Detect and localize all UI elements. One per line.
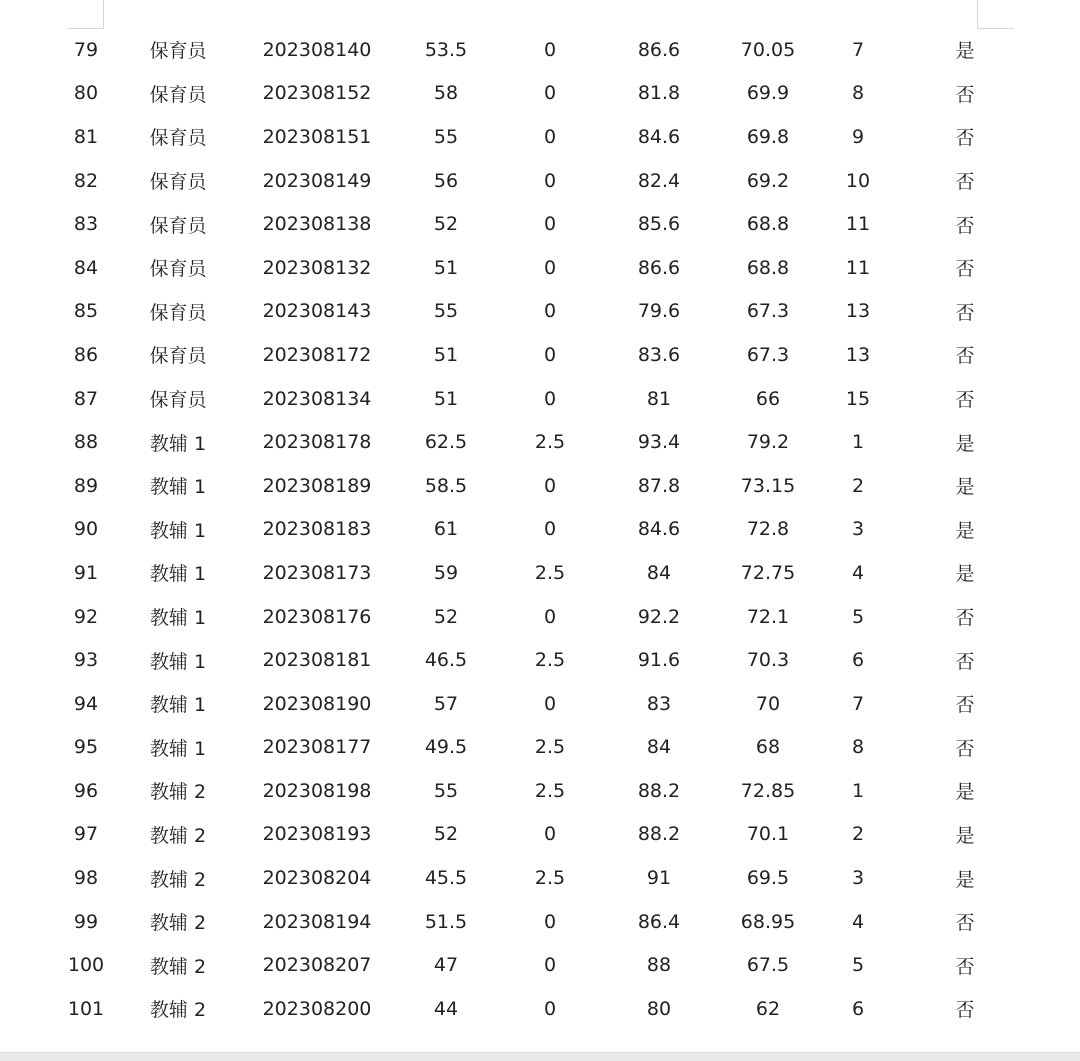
bonus-score-cell: 0 <box>543 954 557 977</box>
position-cell: 教辅 1 <box>149 694 207 717</box>
written-score-cell: 51.5 <box>424 910 468 933</box>
candidate-id-cell: 202308178 <box>262 431 372 454</box>
rank-cell: 5 <box>851 605 865 628</box>
table-row <box>40 987 1050 1031</box>
interview-score-cell: 84.6 <box>637 518 681 541</box>
candidate-id-cell: 202308198 <box>262 779 372 802</box>
selected-cell: 是 <box>955 476 975 499</box>
selected-cell: 否 <box>955 389 975 412</box>
table-row <box>40 333 1050 377</box>
candidate-id-cell: 202308152 <box>262 82 372 105</box>
table-row <box>40 464 1050 508</box>
interview-score-cell: 84 <box>646 561 672 584</box>
total-score-cell: 68.8 <box>746 256 790 279</box>
total-score-cell: 67.3 <box>746 343 790 366</box>
position-cell: 保育员 <box>149 83 207 106</box>
selected-cell: 否 <box>955 955 975 978</box>
position-cell: 保育员 <box>149 345 207 368</box>
total-score-cell: 72.75 <box>740 561 796 584</box>
interview-score-cell: 92.2 <box>637 605 681 628</box>
bonus-score-cell: 2.5 <box>534 561 566 584</box>
interview-score-cell: 80 <box>646 997 672 1020</box>
position-cell: 教辅 1 <box>149 607 207 630</box>
rank-cell: 1 <box>851 431 865 454</box>
written-score-cell: 56 <box>433 169 459 192</box>
bonus-score-cell: 0 <box>543 343 557 366</box>
written-score-cell: 58 <box>433 82 459 105</box>
selected-cell: 否 <box>955 214 975 237</box>
interview-score-cell: 86.4 <box>637 910 681 933</box>
rank-cell: 7 <box>851 38 865 61</box>
rank-cell: 3 <box>851 867 865 890</box>
bonus-score-cell: 0 <box>543 474 557 497</box>
row-number-cell: 98 <box>73 867 99 890</box>
position-cell: 保育员 <box>149 258 207 281</box>
rank-cell: 4 <box>851 561 865 584</box>
table-row <box>40 769 1050 813</box>
total-score-cell: 67.3 <box>746 300 790 323</box>
total-score-cell: 72.85 <box>740 779 796 802</box>
total-score-cell: 70.3 <box>746 649 790 672</box>
position-cell: 保育员 <box>149 40 207 63</box>
total-score-cell: 67.5 <box>746 954 790 977</box>
position-cell: 教辅 2 <box>149 781 207 804</box>
row-number-cell: 101 <box>67 997 105 1020</box>
rank-cell: 13 <box>845 343 871 366</box>
page-corner-mark-right <box>977 0 1014 29</box>
rank-cell: 6 <box>851 649 865 672</box>
rank-cell: 15 <box>845 387 871 410</box>
row-number-cell: 93 <box>73 649 99 672</box>
candidate-id-cell: 202308134 <box>262 387 372 410</box>
bonus-score-cell: 0 <box>543 387 557 410</box>
table-row <box>40 813 1050 857</box>
selected-cell: 否 <box>955 694 975 717</box>
rank-cell: 13 <box>845 300 871 323</box>
bonus-score-cell: 2.5 <box>534 431 566 454</box>
rank-cell: 4 <box>851 910 865 933</box>
total-score-cell: 68 <box>755 736 781 759</box>
position-cell: 保育员 <box>149 127 207 150</box>
position-cell: 教辅 1 <box>149 432 207 455</box>
interview-score-cell: 86.6 <box>637 256 681 279</box>
rank-cell: 11 <box>845 213 871 236</box>
interview-score-cell: 91 <box>646 867 672 890</box>
row-number-cell: 88 <box>73 431 99 454</box>
candidate-id-cell: 202308177 <box>262 736 372 759</box>
candidate-id-cell: 202308132 <box>262 256 372 279</box>
row-number-cell: 99 <box>73 910 99 933</box>
selected-cell: 否 <box>955 912 975 935</box>
interview-score-cell: 83 <box>646 692 672 715</box>
written-score-cell: 57 <box>433 692 459 715</box>
row-number-cell: 83 <box>73 213 99 236</box>
candidate-id-cell: 202308176 <box>262 605 372 628</box>
bonus-score-cell: 0 <box>543 82 557 105</box>
selected-cell: 否 <box>955 607 975 630</box>
selected-cell: 是 <box>955 432 975 455</box>
interview-score-cell: 79.6 <box>637 300 681 323</box>
interview-score-cell: 88.2 <box>637 823 681 846</box>
written-score-cell: 47 <box>433 954 459 977</box>
row-number-cell: 85 <box>73 300 99 323</box>
selected-cell: 否 <box>955 737 975 760</box>
interview-score-cell: 82.4 <box>637 169 681 192</box>
position-cell: 教辅 1 <box>149 563 207 586</box>
rank-cell: 2 <box>851 474 865 497</box>
selected-cell: 否 <box>955 83 975 106</box>
selected-cell: 否 <box>955 171 975 194</box>
bonus-score-cell: 2.5 <box>534 779 566 802</box>
written-score-cell: 51 <box>433 256 459 279</box>
candidate-id-cell: 202308143 <box>262 300 372 323</box>
position-cell: 教辅 1 <box>149 519 207 542</box>
written-score-cell: 51 <box>433 387 459 410</box>
position-cell: 保育员 <box>149 389 207 412</box>
total-score-cell: 66 <box>755 387 781 410</box>
table-row <box>40 377 1050 421</box>
row-number-cell: 100 <box>67 954 105 977</box>
selected-cell: 否 <box>955 127 975 150</box>
total-score-cell: 68.95 <box>740 910 796 933</box>
bonus-score-cell: 0 <box>543 910 557 933</box>
rank-cell: 7 <box>851 692 865 715</box>
candidate-id-cell: 202308172 <box>262 343 372 366</box>
interview-score-cell: 86.6 <box>637 38 681 61</box>
rank-cell: 1 <box>851 779 865 802</box>
bonus-score-cell: 0 <box>543 823 557 846</box>
selected-cell: 是 <box>955 781 975 804</box>
table-row <box>40 638 1050 682</box>
selected-cell: 否 <box>955 999 975 1022</box>
selected-cell: 是 <box>955 824 975 847</box>
table-row <box>40 202 1050 246</box>
total-score-cell: 79.2 <box>746 431 790 454</box>
bonus-score-cell: 0 <box>543 300 557 323</box>
position-cell: 教辅 2 <box>149 999 207 1022</box>
position-cell: 教辅 2 <box>149 912 207 935</box>
interview-score-cell: 81.8 <box>637 82 681 105</box>
rank-cell: 2 <box>851 823 865 846</box>
bonus-score-cell: 0 <box>543 605 557 628</box>
rank-cell: 8 <box>851 736 865 759</box>
written-score-cell: 58.5 <box>424 474 468 497</box>
written-score-cell: 45.5 <box>424 867 468 890</box>
total-score-cell: 68.8 <box>746 213 790 236</box>
candidate-id-cell: 202308190 <box>262 692 372 715</box>
row-number-cell: 97 <box>73 823 99 846</box>
row-number-cell: 84 <box>73 256 99 279</box>
written-score-cell: 62.5 <box>424 431 468 454</box>
candidate-id-cell: 202308194 <box>262 910 372 933</box>
candidate-id-cell: 202308193 <box>262 823 372 846</box>
bonus-score-cell: 2.5 <box>534 736 566 759</box>
table-row <box>40 726 1050 770</box>
bonus-score-cell: 2.5 <box>534 649 566 672</box>
total-score-cell: 62 <box>755 997 781 1020</box>
table-row <box>40 682 1050 726</box>
table-row <box>40 508 1050 552</box>
bonus-score-cell: 0 <box>543 997 557 1020</box>
written-score-cell: 59 <box>433 561 459 584</box>
position-cell: 保育员 <box>149 301 207 324</box>
candidate-id-cell: 202308183 <box>262 518 372 541</box>
selected-cell: 是 <box>955 563 975 586</box>
total-score-cell: 70 <box>755 692 781 715</box>
row-number-cell: 82 <box>73 169 99 192</box>
interview-score-cell: 88 <box>646 954 672 977</box>
page-corner-mark-left <box>67 0 104 29</box>
position-cell: 保育员 <box>149 214 207 237</box>
selected-cell: 是 <box>955 519 975 542</box>
written-score-cell: 55 <box>433 779 459 802</box>
bonus-score-cell: 0 <box>543 213 557 236</box>
rank-cell: 10 <box>845 169 871 192</box>
bonus-score-cell: 2.5 <box>534 867 566 890</box>
row-number-cell: 79 <box>73 38 99 61</box>
table-row <box>40 115 1050 159</box>
rank-cell: 8 <box>851 82 865 105</box>
total-score-cell: 69.8 <box>746 125 790 148</box>
written-score-cell: 51 <box>433 343 459 366</box>
bonus-score-cell: 0 <box>543 38 557 61</box>
position-cell: 教辅 2 <box>149 868 207 891</box>
table-row <box>40 290 1050 334</box>
row-number-cell: 92 <box>73 605 99 628</box>
selected-cell: 否 <box>955 650 975 673</box>
candidate-id-cell: 202308173 <box>262 561 372 584</box>
table-row <box>40 900 1050 944</box>
table-row <box>40 551 1050 595</box>
candidate-id-cell: 202308204 <box>262 867 372 890</box>
total-score-cell: 72.8 <box>746 518 790 541</box>
interview-score-cell: 84.6 <box>637 125 681 148</box>
selected-cell: 否 <box>955 345 975 368</box>
bonus-score-cell: 0 <box>543 518 557 541</box>
row-number-cell: 96 <box>73 779 99 802</box>
candidate-id-cell: 202308140 <box>262 38 372 61</box>
total-score-cell: 73.15 <box>740 474 796 497</box>
total-score-cell: 70.05 <box>740 38 796 61</box>
row-number-cell: 91 <box>73 561 99 584</box>
candidate-id-cell: 202308151 <box>262 125 372 148</box>
written-score-cell: 55 <box>433 125 459 148</box>
row-number-cell: 90 <box>73 518 99 541</box>
written-score-cell: 49.5 <box>424 736 468 759</box>
position-cell: 教辅 1 <box>149 737 207 760</box>
interview-score-cell: 84 <box>646 736 672 759</box>
selected-cell: 否 <box>955 301 975 324</box>
row-number-cell: 89 <box>73 474 99 497</box>
rank-cell: 3 <box>851 518 865 541</box>
row-number-cell: 94 <box>73 692 99 715</box>
results-table <box>40 28 1050 1031</box>
interview-score-cell: 88.2 <box>637 779 681 802</box>
position-cell: 教辅 2 <box>149 824 207 847</box>
position-cell: 保育员 <box>149 171 207 194</box>
interview-score-cell: 81 <box>646 387 672 410</box>
position-cell: 教辅 2 <box>149 955 207 978</box>
interview-score-cell: 87.8 <box>637 474 681 497</box>
bonus-score-cell: 0 <box>543 256 557 279</box>
candidate-id-cell: 202308189 <box>262 474 372 497</box>
bonus-score-cell: 0 <box>543 169 557 192</box>
written-score-cell: 44 <box>433 997 459 1020</box>
selected-cell: 是 <box>955 40 975 63</box>
rank-cell: 6 <box>851 997 865 1020</box>
written-score-cell: 52 <box>433 823 459 846</box>
candidate-id-cell: 202308138 <box>262 213 372 236</box>
row-number-cell: 86 <box>73 343 99 366</box>
table-row <box>40 72 1050 116</box>
candidate-id-cell: 202308200 <box>262 997 372 1020</box>
interview-score-cell: 85.6 <box>637 213 681 236</box>
bonus-score-cell: 0 <box>543 692 557 715</box>
position-cell: 教辅 1 <box>149 476 207 499</box>
interview-score-cell: 91.6 <box>637 649 681 672</box>
total-score-cell: 72.1 <box>746 605 790 628</box>
total-score-cell: 69.5 <box>746 867 790 890</box>
row-number-cell: 80 <box>73 82 99 105</box>
table-row <box>40 943 1050 987</box>
interview-score-cell: 83.6 <box>637 343 681 366</box>
bonus-score-cell: 0 <box>543 125 557 148</box>
row-number-cell: 81 <box>73 125 99 148</box>
written-score-cell: 52 <box>433 213 459 236</box>
candidate-id-cell: 202308149 <box>262 169 372 192</box>
rank-cell: 5 <box>851 954 865 977</box>
rank-cell: 9 <box>851 125 865 148</box>
total-score-cell: 69.9 <box>746 82 790 105</box>
written-score-cell: 52 <box>433 605 459 628</box>
written-score-cell: 46.5 <box>424 649 468 672</box>
total-score-cell: 69.2 <box>746 169 790 192</box>
results-table-body <box>40 28 1050 1031</box>
total-score-cell: 70.1 <box>746 823 790 846</box>
table-row <box>40 246 1050 290</box>
selected-cell: 是 <box>955 868 975 891</box>
position-cell: 教辅 1 <box>149 650 207 673</box>
written-score-cell: 53.5 <box>424 38 468 61</box>
table-row <box>40 420 1050 464</box>
table-row <box>40 595 1050 639</box>
candidate-id-cell: 202308181 <box>262 649 372 672</box>
row-number-cell: 95 <box>73 736 99 759</box>
written-score-cell: 61 <box>433 518 459 541</box>
table-row <box>40 856 1050 900</box>
rank-cell: 11 <box>845 256 871 279</box>
row-number-cell: 87 <box>73 387 99 410</box>
selected-cell: 否 <box>955 258 975 281</box>
interview-score-cell: 93.4 <box>637 431 681 454</box>
candidate-id-cell: 202308207 <box>262 954 372 977</box>
table-row <box>40 159 1050 203</box>
written-score-cell: 55 <box>433 300 459 323</box>
table-row <box>40 28 1050 72</box>
